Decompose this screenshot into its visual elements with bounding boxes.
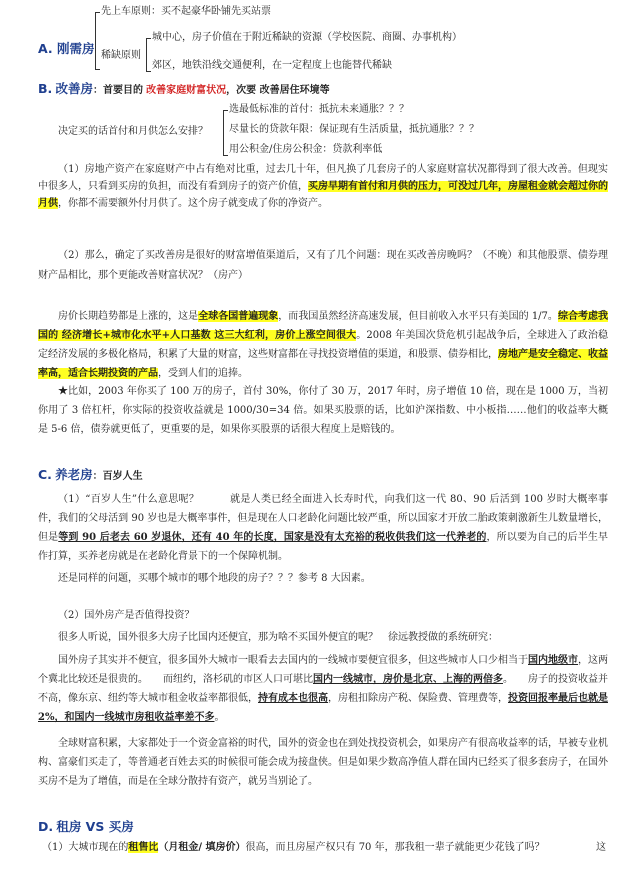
section-b-heading — [38, 79, 330, 99]
section-c-paragraph-1c: 还是同样的问题，买哪个城市的哪个地段的房子？？？参考 8 大因素。 — [58, 573, 371, 584]
section-b-letter: B. — [38, 81, 53, 96]
c-p2-underline-3: 持有成本也很高 — [258, 693, 328, 704]
section-c-paragraph-2 — [38, 651, 608, 727]
section-b-paragraph-4: ★比如，2003 年你买了 100 万的房子，首付 30%，你付了 30 万，2017 年时，房子增值 10 倍，现在是 1000 万，当初你用了 3 倍杠杆，你实际的投资收益就是 1000/30=34 倍。如果买股票的话，比如沪深指数、中小板指……他们的收益率大概是 5-6 倍，债券就更低了，更重要的是，如果你买股票的话很大程度上是赔钱的。 — [38, 386, 608, 435]
section-c-paragraph-3: 全球财富积累，大家都处于一个资金富裕的时代，国外的资金也在到处找投资机会，如果房产有很高收益率的话，早被专业机构、富豪们买走了，等普通老百姓去买的时候很可能会成为接盘侠。但是如果少数高净值人群在国内已经买了很多套房子，在国外买房不是为了增值，而是在全球分散持有资产，就另当别论了。 — [38, 738, 608, 787]
section-d-paragraph-1 — [42, 840, 545, 856]
d-p1-text-c: 很高，而且房屋产权只有 70 年，那我租一辈子就能更少花钱了吗？ — [245, 842, 545, 853]
section-c-letter: C. — [38, 467, 52, 482]
section-b-goal-prefix: ：首要目的 — [92, 85, 143, 96]
section-a-sub-brace — [146, 38, 151, 72]
b-p3-text-d: ，受到人们的追捧。 — [158, 368, 248, 379]
section-b-brace — [223, 110, 228, 156]
c-p2-text-b: 国外房子其实并不便宜，很多国外大城市一眼看去去国内的一线城市要便宜很多，但这些城市人口少相当于 — [58, 655, 528, 666]
c-p2-underline-4: 投资回报率最后也就是 2%，和国内一线城市房租收益率差不多 — [38, 693, 608, 723]
section-c-subtitle: ：百岁人生 — [92, 471, 143, 482]
c-p1-text-b: ，所以要为自己的后半生早作打算，买养老房就是在老龄化背景下的一个保障机制。 — [38, 532, 609, 562]
b-p1-text-a: （1）房地产资产在家庭财产中占有绝对比重，过去几十年，但凡换了几套房子的人家庭财富状况都得到了很大改善。但现实中很多人，只看到买房的负担，而没有看到房子的资产价值， — [38, 164, 608, 192]
section-c-paragraph-1 — [38, 490, 608, 566]
b-p3-text-a: 房价长期趋势都是上涨的，这是 — [58, 311, 199, 322]
section-b-paragraph-2: （2）那么，确定了买改善房是很好的财富增值渠道后，又有了几个问题：现在买改善房晚吗？（不晚）和其他股票、债券理财产品相比，那个更能改善财富状况？（房产） — [38, 250, 608, 281]
c-p2-text-c: ，这两个冀北比较还是很贵的。 而纽约，洛杉矶的市区人口可堪比 — [38, 655, 608, 685]
c-p2-underline-1: 国内地级市 — [528, 655, 578, 666]
b-p1-highlight: 买房早期有首付和月供的压力，可没过几年，房屋租金就会超过你的月供 — [38, 181, 608, 209]
section-a-item1: 先上车原则：买不起豪华卧铺先买站票 — [101, 6, 271, 17]
section-a-item2-label: 稀缺原则 — [101, 50, 141, 61]
b-p3-highlight-2: 综合考虑我国的 经济增长+城市化水平+人口基数 这三大红利，房价上涨空间很大 — [38, 311, 609, 341]
section-c-paragraph-2-title: （2）国外房产是否值得投资？ — [58, 610, 195, 621]
section-b-paragraph-1 — [38, 161, 608, 212]
section-b-opt3: 用公积金/住房公积金：贷款利率低 — [229, 144, 383, 155]
c-p2-text-d: 。 房子的投资收益并不高，像东京、纽约等大城市租金收益率都很低， — [38, 674, 608, 704]
section-a-letter: A. — [38, 41, 53, 56]
d-p1-text-b: （月租金/ 填房价） — [158, 842, 246, 853]
c-p1-text-a: （1）“百岁人生”什么意思呢？ 就是人类已经全面进入长寿时代，向我们这一代 80、90 后活到 100 岁时大概率事件，我们的父母活到 90 岁也是大概率事件，但是现在人口老龄化问题比较严重，所以国家才开放二胎政策刺激新生儿数量增长，但是 — [38, 494, 608, 543]
b-p1-text-b: ，你都不需要额外付月供了。这个房子就变成了你的净资产。 — [58, 198, 328, 209]
section-c-heading — [38, 465, 143, 485]
section-d-paragraph-tail: 这 — [596, 842, 606, 853]
section-d-title: 租房 VS 买房 — [56, 819, 134, 834]
section-b-goal-main: 改善家庭财富状况 — [146, 85, 227, 96]
c-p2-text-e: ，房租扣除房产税、保险费、管理费等， — [328, 693, 508, 704]
section-b-paragraph-3 — [38, 307, 608, 383]
section-b-opt2: 尽量长的贷款年限：保证现有生活质量，抵抗通胀？？？ — [229, 124, 479, 135]
section-a-item2-sub2: 郊区，地铁沿线交通便利，在一定程度上也能替代稀缺 — [152, 60, 392, 71]
section-c-paragraph-2a: 很多人听说，国外很多大房子比国内还便宜，那为啥不买国外便宜的呢？ 徐远教授做的系统研究： — [58, 632, 498, 643]
section-a-title: 刚需房 — [57, 41, 95, 56]
b-p3-text-b: ，而我国虽然经济高速发展，但目前收入水平只有美国的 1/7。 — [278, 311, 558, 322]
d-p1-highlight: 租售比 — [128, 842, 159, 853]
b-p3-highlight-1: 全球各国普遍现象 — [198, 311, 279, 322]
c-p2-text-f: 。 — [214, 712, 225, 723]
section-a-brace — [95, 12, 100, 70]
section-b-title: 改善房 — [55, 81, 93, 96]
section-a-item2-sub1: 城中心，房子价值在于附近稀缺的资源（学校医院、商圈、办事机构） — [152, 32, 462, 43]
section-c-title: 养老房 — [55, 467, 93, 482]
c-p1-underline: 等到 90 后老去 60 岁退休，还有 40 年的长度，国家是没有太充裕的税收供我们这一代养老的 — [58, 532, 487, 543]
b-p3-highlight-3: 房地产是安全稳定、收益率高，适合长期投资的产品 — [38, 349, 608, 379]
section-d-letter: D. — [38, 819, 54, 834]
section-b-opt1: 选最低标准的首付：抵抗未来通胀？？？ — [229, 104, 409, 115]
section-b-question: 决定买的话首付和月供怎么安排？ — [58, 126, 208, 137]
section-b-goal-suffix: ，次要 改善居住环境等 — [226, 85, 330, 96]
c-p2-underline-2: 国内一线城市，房价是北京、上海的两倍多 — [313, 674, 503, 685]
d-p1-text-a: （1）大城市现在的 — [42, 842, 129, 853]
section-a-heading — [38, 39, 95, 58]
b-p3-text-c: 。2008 年美国次贷危机引起战争后，全球进入了政治稳定经济发展的多极化格局，积累了大量的财富，这些财富都在寻找投资增值的渠道，和股票、债券相比， — [38, 330, 608, 360]
section-d-heading — [38, 817, 134, 837]
